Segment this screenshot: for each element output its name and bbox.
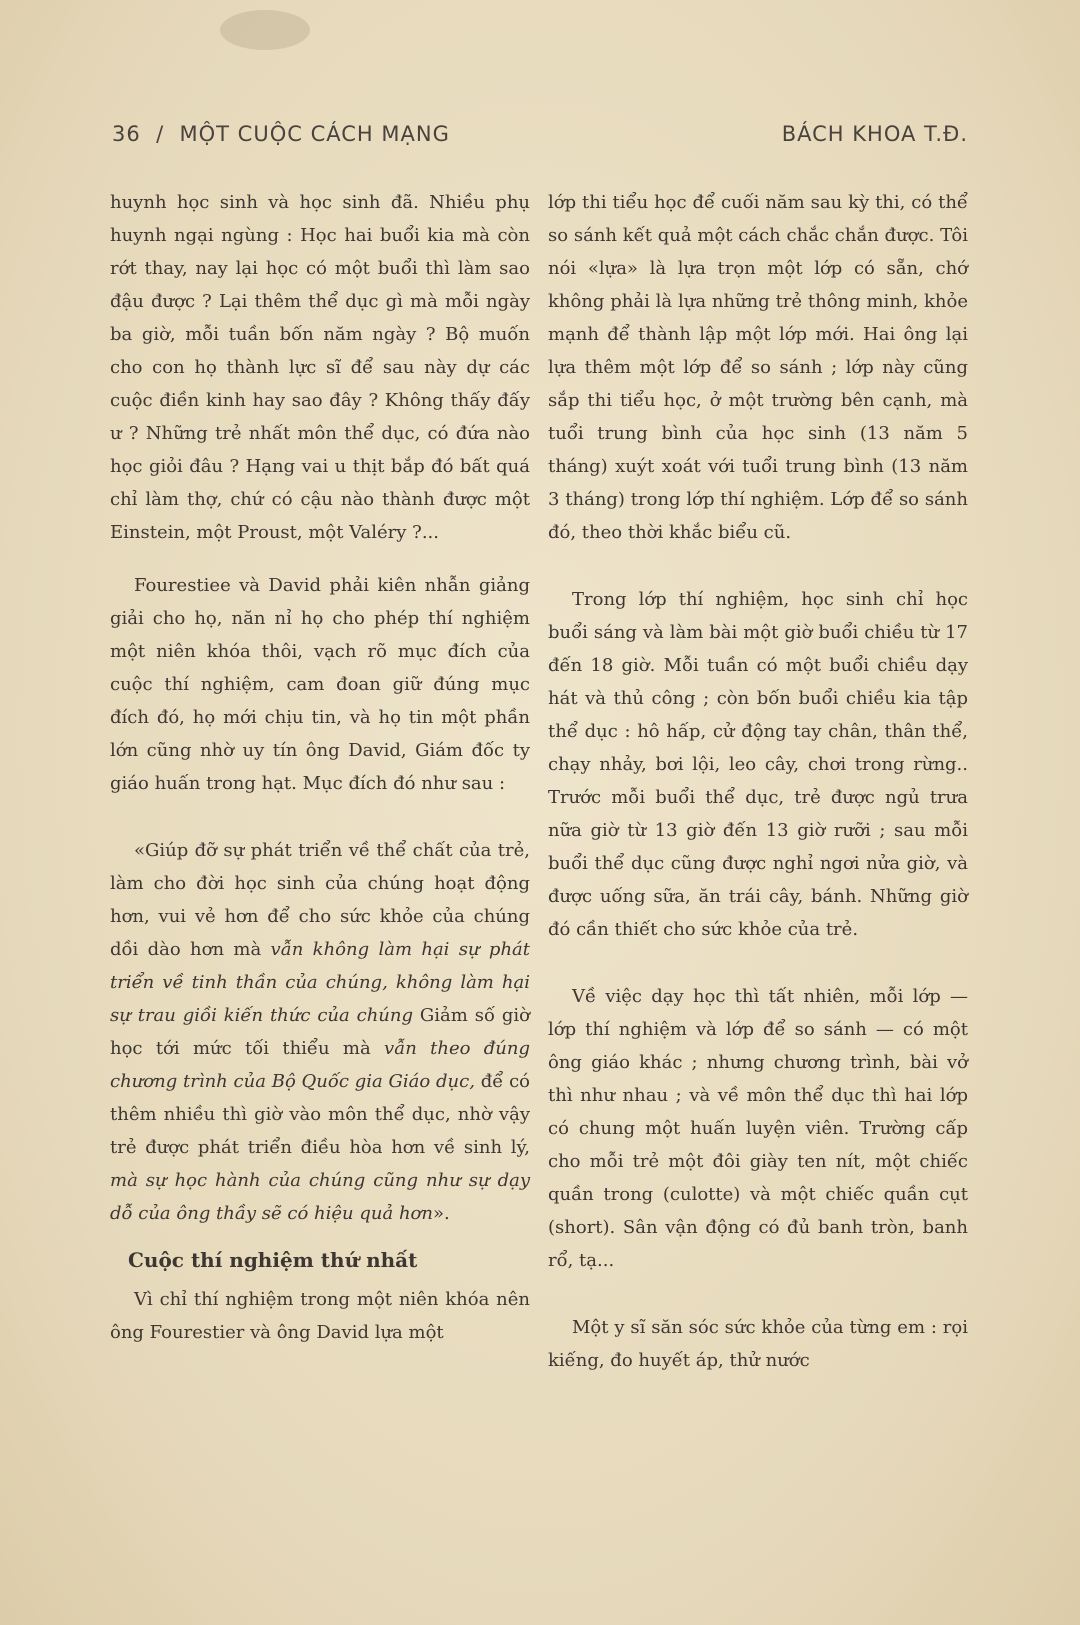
paper-stain: [220, 10, 310, 50]
right-paragraph-1: lớp thi tiểu học để cuối năm sau kỳ thi, có thể so sánh kết quả một cách chắc chắn được. Tôi nói «lựa» là lựa trọn một lớp có sẵn, chớ không phải là lựa những trẻ thông minh, khỏe mạnh để thành lập một lớp mới. Hai ông lại lựa thêm một lớp để so sánh ; lớp này cũng sắp thi tiểu học, ở một trường bên cạnh, mà tuổi trung bình của học sinh (13 năm 5 tháng) xuýt xoát với tuổi trung bình (13 năm 3 tháng) trong lớp thí nghiệm. Lớp để so sánh đó, theo thời khắc biểu cũ.: [548, 192, 968, 543]
publication-name: BÁCH KHOA T.Đ.: [781, 122, 968, 146]
quote-italic-text: vẫn theo đúng chương trình của Bộ Quốc gia Giáo dục,: [110, 1038, 530, 1092]
right-paragraph-4: Một y sĩ săn sóc sức khỏe của từng em : rọi kiếng, đo huyết áp, thử nước: [548, 1317, 968, 1371]
left-column: [110, 186, 530, 1349]
left-paragraph-3-quote: [110, 834, 530, 1230]
page-number: 36: [112, 122, 141, 146]
quote-italic-text: mà sự học hành của chúng cũng như sự dạy dỗ của ông thầy sẽ có hiệu quả hơn: [110, 1170, 530, 1224]
page-header: [112, 122, 968, 156]
right-paragraph-2: Trong lớp thí nghiệm, học sinh chỉ học buổi sáng và làm bài một giờ buổi chiều từ 17 đến 18 giờ. Mỗi tuần có một buổi chiều dạy hát và thủ công ; còn bốn buổi chiều kia tập thể dục : hô hấp, cử động tay chân, thân thể, chạy nhảy, bơi lội, leo cây, chơi trong rừng.. Trước mỗi buổi thể dục, trẻ được ngủ trưa nữa giờ từ 13 giờ đến 13 giờ rưỡi ; sau mỗi buổi thể dục cũng được nghỉ ngơi nửa giờ, và được uống sữa, ăn trái cây, bánh. Những giờ đó cần thiết cho sức khỏe của trẻ.: [548, 589, 968, 940]
left-paragraph-4: Vì chỉ thí nghiệm trong một niên khóa nên ông Fourestier và ông David lựa một: [110, 1289, 530, 1343]
header-separator: /: [156, 122, 165, 146]
right-column: [548, 186, 968, 1377]
quote-end: ».: [432, 1203, 450, 1224]
section-heading: Cuộc thí nghiệm thứ nhất: [128, 1248, 418, 1272]
quote-text: Giảm số giờ học tới mức tối thiểu mà: [110, 1005, 530, 1059]
quote-text: «Giúp đỡ sự phát triển về thể chất của trẻ, làm cho đời học sinh của chúng hoạt động hơn, vui vẻ hơn để cho sức khỏe của chúng dồi dào hơn mà: [110, 840, 530, 960]
quote-text: để có thêm nhiều thì giờ vào môn thể dục, nhờ vậy trẻ được phát triển điều hòa hơn về sinh lý,: [110, 1071, 530, 1158]
left-paragraph-1: huynh học sinh và học sinh đã. Nhiều phụ huynh ngại ngùng : Học hai buổi kia mà còn rớt thay, nay lại học có một buổi thì làm sao đậu được ? Lại thêm thể dục gì mà mỗi ngày ba giờ, mỗi tuần bốn năm ngày ? Bộ muốn cho con họ thành lực sĩ để sau này dự các cuộc điền kinh hay sao đây ? Không thấy đấy ư ? Những trẻ nhất môn thể dục, có đứa nào học giỏi đâu ? Hạng vai u thịt bắp đó bất quá chỉ làm thợ, chứ có cậu nào thành được một Einstein, một Proust, một Valéry ?...: [110, 192, 530, 543]
header-left: [112, 122, 450, 146]
article-title: MỘT CUỘC CÁCH MẠNG: [179, 122, 450, 146]
quote-italic-text: vẫn không làm hại sự phát triển về tinh thần của chúng, không làm hại sự trau giồi kiến thức của chúng: [110, 939, 531, 1026]
right-paragraph-3: Về việc dạy học thì tất nhiên, mỗi lớp — lớp thí nghiệm và lớp để so sánh — có một ông giáo khác ; nhưng chương trình, bài vở thì như nhau ; và về môn thể dục thì hai lớp có chung một huấn luyện viên. Trường cấp cho mỗi trẻ một đôi giày ten nít, một chiếc quần trong (culotte) và một chiếc quần cụt (short). Sân vận động có đủ banh tròn, banh rổ, tạ...: [548, 986, 968, 1271]
left-paragraph-2: Fourestiee và David phải kiên nhẫn giảng giải cho họ, năn nỉ họ cho phép thí nghiệm một niên khóa thôi, vạch rõ mục đích của cuộc thí nghiệm, cam đoan giữ đúng mục đích đó, họ mới chịu tin, và họ tin một phần lớn cũng nhờ uy tín ông David, Giám đốc ty giáo huấn trong hạt. Mục đích đó như sau :: [110, 575, 530, 794]
